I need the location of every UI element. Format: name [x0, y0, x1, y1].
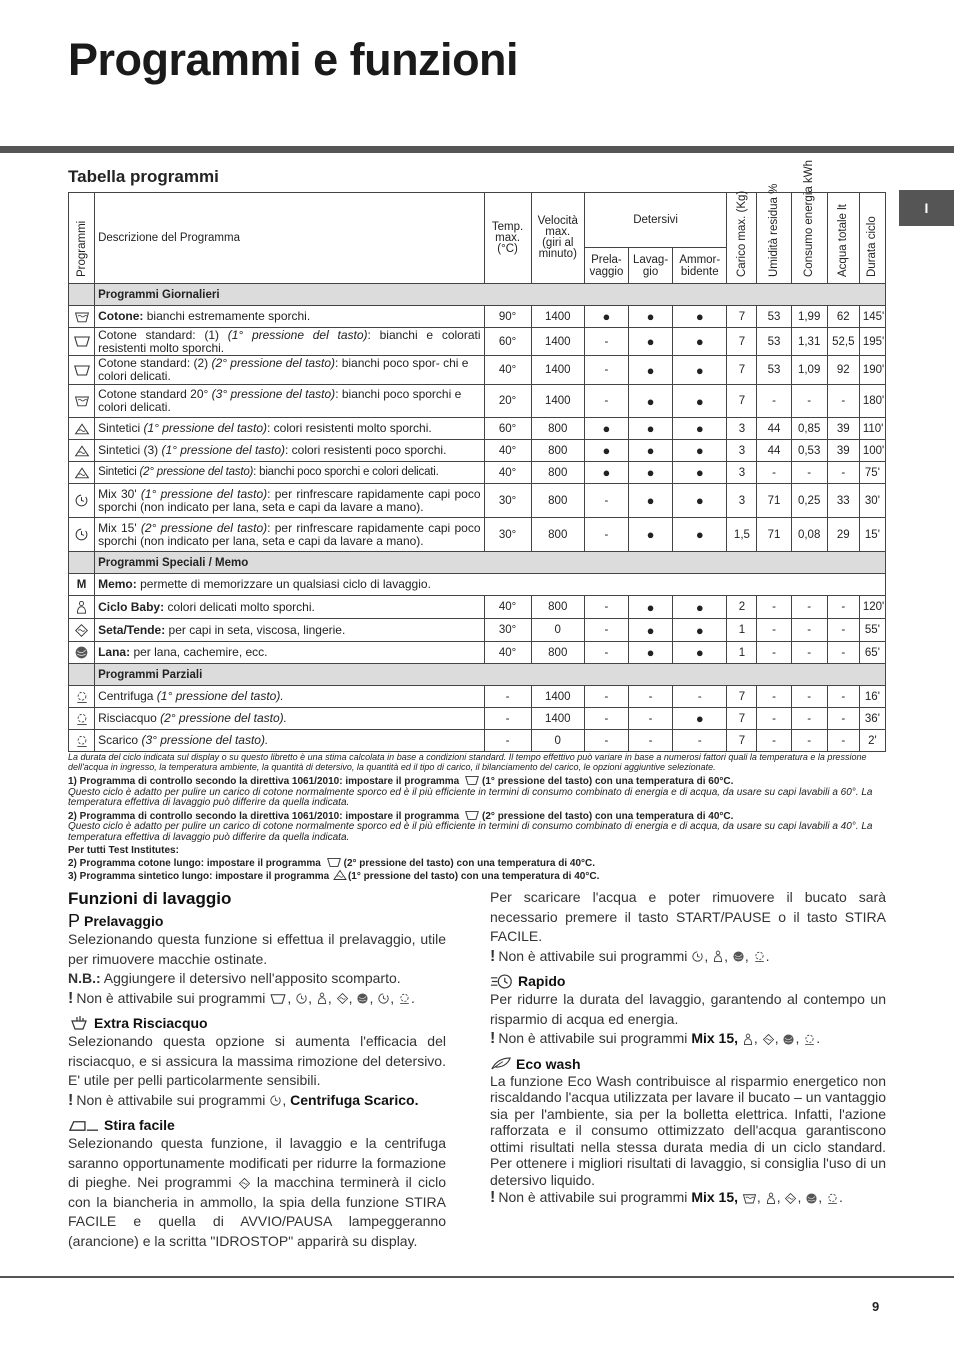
page-number: 9	[872, 1299, 880, 1314]
prelavaggio-warning: ! Non è attivabile sui programmi , , , , , , .	[68, 989, 415, 1007]
header-lavaggio: Lavag- gio	[629, 248, 673, 284]
functions-title: Funzioni di lavaggio	[68, 889, 232, 908]
warning-icon: !	[68, 1091, 74, 1109]
extra-risciacquo-heading: Extra Risciacquo	[68, 1014, 446, 1032]
tub-icon	[73, 364, 91, 377]
header-divider	[0, 146, 954, 153]
header-consumo: Consumo energia kWh	[791, 193, 827, 284]
baby-icon	[316, 992, 328, 1005]
cotton-heavy-icon	[74, 310, 90, 324]
note-1-title: 1) Programma di controllo secondo la direttiva 1061/2010: impostare il programma (1° pressione del tasto) con una temperatura di 60°C.	[68, 776, 734, 787]
group-speciali: Programmi Speciali / Memo	[95, 552, 886, 574]
scarico-text: Per scaricare l'acqua e poter rimuovere il bucato sarà necessario premere il tasto START/PAUSE o il tasto STIRA FACILE.	[490, 889, 886, 944]
warning-icon: !	[68, 989, 74, 1007]
header-programmi: Programmi	[69, 193, 95, 284]
extra-risciacquo-text: Selezionando questa opzione si aumenta l'efficacia del risciacquo, e si assicura la massima rimozione del detersivo. E' utile per pelli particolarmente sensibili.	[68, 1033, 446, 1088]
header-acqua: Acqua totale lt	[827, 193, 859, 284]
group-giornalieri: Programmi Giornalieri	[95, 284, 886, 306]
synthetic-icon	[332, 869, 348, 881]
baby-icon	[742, 1033, 754, 1046]
wool-icon	[356, 992, 369, 1005]
scarico-warning: ! Non è attivabile sui programmi , , , .	[490, 947, 770, 965]
table-row: Cotone: bianchi estremamente sporchi. 90° 1400 ● ● ● 7 53 1,99 62 145'	[69, 306, 886, 328]
wool-icon	[732, 950, 745, 963]
table-row: Cotone standard: (1) (1° pressione del tasto): bianchi e colorati resistenti molto sporchi. 60° 1400 - ● ● 7 53 1,31 52,5 195'	[69, 328, 886, 356]
table-row: Cotone standard: (2) (2° pressione del tasto): bianchi poco spor- chi e colori delicati. 40° 1400 - ● ● 7 53 1,09 92 190'	[69, 356, 886, 385]
group-parziali: Programmi Parziali	[95, 664, 886, 686]
rapido-warning: ! Non è attivabile sui programmi Mix 15, , , , .	[490, 1030, 821, 1047]
mix-icon	[691, 950, 704, 963]
table-row: Mix 15' (2° pressione del tasto): per rinfrescare rapidamente capi poco sporchi (non indicato per lana, seta e capi da lavare a mano). 30° 800 - ● ● 1,5 71 0,08 29 15'	[69, 518, 886, 552]
header-durata: Durata ciclo	[859, 193, 885, 284]
baby-icon	[712, 950, 724, 963]
wool-icon	[805, 1192, 818, 1205]
mix-icon	[295, 992, 308, 1005]
spin-icon	[803, 1033, 816, 1046]
test-note-2: 2) Programma cotone lungo: impostare il programma (2° pressione del tasto) con una temperatura di 40°C.	[68, 857, 596, 869]
spin-icon	[826, 1192, 839, 1205]
synthetic-icon	[74, 422, 90, 436]
stira-facile-text: Selezionando questa funzione, il lavaggio e la centrifuga saranno opportunamente modificati per ridurre la formazione di pieghe. Nei programmi la macchina terminerà il ciclo con la biancheria in ammollo, la spia della funzione STIRA FACILE e quella di AVVIO/PAUSA lampeggeranno (arancione) e la scritta "IDROSTOP" apparirà su display.	[68, 1135, 447, 1249]
table-row: Mix 30' (1° pressione del tasto): per rinfrescare rapidamente capi poco sporchi (non indicato per lana, seta e capi da lavare a mano). 30° 800 - ● ● 3 71 0,25 33 30'	[69, 484, 886, 518]
prelavaggio-nb: N.B.: Aggiungere il detersivo nell'apposito scomparto.	[68, 970, 401, 986]
spin-icon	[753, 950, 766, 963]
note-1-text: Questo ciclo è adatto per pulire un carico di cotone normalmente sporco ed è il più efficiente in termini di consumo combinato di energia e di acqua, da usare su capi lavabili a 60°. La temperatura effettiva di lavaggio può differire da quella indicata.	[68, 786, 873, 808]
synthetic-icon	[74, 466, 90, 480]
table-row: Sintetici (1° pressione del tasto): colori resistenti molto sporchi. 60° 800 ● ● ● 3 44 0,85 39 110'	[69, 418, 886, 440]
header-prelavaggio: Prela- vaggio	[584, 248, 628, 284]
memo-icon: M	[69, 574, 95, 596]
header-descrizione: Descrizione del Programma	[95, 193, 484, 284]
functions-left-column	[68, 888, 446, 1251]
page-title: Programmi e funzioni	[68, 34, 519, 85]
mix-icon	[74, 493, 89, 508]
table-row: Ciclo Baby: colori delicati molto sporchi. 40° 800 - ● ● 2 - - - 120'	[69, 596, 886, 619]
header-umidita: Umidità residua %	[757, 193, 791, 284]
tub-icon	[462, 810, 482, 821]
spin-icon	[75, 712, 89, 726]
stira-facile-heading: Stira facile	[68, 1116, 446, 1134]
header-detersivi: Detersivi	[584, 193, 727, 248]
header-velocita: Velocità max. (giri al minuto)	[531, 193, 584, 284]
header-temp: Temp. max. (°C)	[484, 193, 531, 284]
table-row-memo: M Memo: permette di memorizzare un qualsiasi ciclo di lavaggio.	[69, 574, 886, 596]
silk-icon	[238, 1177, 251, 1190]
silk-icon	[336, 992, 349, 1005]
spin-icon	[398, 992, 411, 1005]
test-institutes-title: Per tutti Test Institutes:	[68, 845, 179, 856]
eco-wash-icon	[490, 1056, 512, 1071]
cotton-20-icon	[74, 394, 90, 408]
footer-divider	[0, 1276, 954, 1278]
tub-icon	[324, 857, 344, 868]
tub-icon	[269, 993, 287, 1005]
extra-rinse-icon	[68, 1015, 90, 1031]
wool-icon	[74, 645, 89, 660]
silk-icon	[74, 623, 89, 638]
table-row: Risciacquo (2° pressione del tasto). - 1400 - - ● 7 - - - 36'	[69, 708, 886, 730]
table-row: Sintetici (2° pressione del tasto): bianchi poco sporchi e colori delicati. 40° 800 ● ● ● 3 - - - 75'	[69, 462, 886, 484]
synthetic-icon	[74, 444, 90, 458]
silk-icon	[762, 1033, 775, 1046]
tub-icon	[462, 775, 482, 786]
header-carico: Carico max. (Kg)	[727, 193, 757, 284]
table-row: Lana: per lana, cachemire, ecc. 40° 800 - ● ● 1 - - - 65'	[69, 642, 886, 664]
spin-icon	[75, 734, 89, 748]
note-2-text: Questo ciclo è adatto per pulire un carico di cotone normalmente sporco ed è il più efficiente in termini di consumo combinato di energia e di acqua, da usare su capi lavabili a 40°. La temperatura effettiva di lavaggio può differire da quella indicata.	[68, 821, 873, 843]
table-row: Seta/Tende: per capi in seta, viscosa, lingerie. 30° 0 - ● ● 1 - - - 55'	[69, 619, 886, 642]
eco-wash-warning: ! Non è attivabile sui programmi Mix 15, , , , , .	[490, 1189, 843, 1206]
header-ammorbidente: Ammor- bidente	[673, 248, 727, 284]
table-row: Cotone standard 20° (3° pressione del tasto): bianchi poco sporchi e colori delicati. 20° 1400 - ● ● 7 - - - 180'	[69, 385, 886, 418]
rapido-heading: Rapido	[490, 972, 886, 990]
cotton-20-icon	[742, 1192, 757, 1205]
rapido-text: Per ridurre la durata del lavaggio, garantendo al contempo un risparmio di acqua ed energia.	[490, 991, 886, 1027]
eco-wash-heading: Eco wash	[490, 1055, 886, 1073]
table-row: Scarico (3° pressione del tasto). - 0 - - - 7 - - - 2'	[69, 730, 886, 752]
baby-icon	[75, 600, 88, 615]
warning-icon: !	[490, 1189, 496, 1206]
wool-icon	[782, 1033, 795, 1046]
language-tab: I	[899, 190, 954, 226]
extra-risciacquo-warning: ! Non è attivabile sui programmi , Centrifuga Scarico.	[68, 1091, 419, 1109]
warning-icon: !	[490, 1030, 496, 1047]
silk-icon	[784, 1192, 797, 1205]
footnotes	[68, 752, 886, 883]
spin-icon	[75, 690, 89, 704]
test-note-3: 3) Programma sintetico lungo: impostare il programma (1° pressione del tasto) con una temperatura di 40°C.	[68, 871, 600, 882]
prewash-icon: P	[68, 911, 81, 931]
prelavaggio-text: Selezionando questa funzione si effettua il prelavaggio, utile per rimuovere macchie ostinate.	[68, 931, 446, 967]
mix-icon	[269, 1094, 282, 1107]
warning-icon: !	[490, 947, 496, 965]
rapid-icon	[490, 973, 514, 990]
iron-icon	[68, 1118, 100, 1133]
tub-icon	[73, 335, 91, 348]
baby-icon	[765, 1192, 777, 1205]
prelavaggio-heading: P Prelavaggio	[68, 911, 164, 931]
table-row: Sintetici (3) (1° pressione del tasto): colori resistenti poco sporchi. 40° 800 ● ● ● 3 44 0,53 39 100'	[69, 440, 886, 462]
functions-right-column	[490, 888, 886, 1208]
section-title: Tabella programmi	[68, 167, 219, 186]
mix-icon	[74, 527, 89, 542]
note-2-title: 2) Programma di controllo secondo la direttiva 1061/2010: impostare il programma (2° pressione del tasto) con una temperatura di 40°C.	[68, 810, 734, 822]
spin-cycle-icon	[377, 992, 390, 1005]
table-row: Centrifuga (1° pressione del tasto). - 1400 - - - 7 - - - 16'	[69, 686, 886, 708]
disclaimer: La durata del ciclo indicata sul display o su questo libretto è una stima calcolata in base a condizioni standard. Il tempo effettivo può variare in base a numerosi fattori quali la temperatura e la pressione dell'acqua in ingresso, la temperatura ambiente, la quantità di detersivo, la quantità ed il tipo di carico, il bilanciamento del carico, le opzioni aggiuntive selezionate.	[68, 752, 867, 772]
eco-wash-text: La funzione Eco Wash contribuisce al risparmio energetico non riscaldando l'acqua utilizzata per lavare il bucato – un vantaggio sia per l'ambiente, sia per la bolletta elettrica. Infatti, l'azione rafforzata e il consumo ottimizzato dell'acqua garantiscono ottimi risultati nella stessa durata media di un ciclo standard. Per ottenere i migliori risultati di lavaggio, si consiglia l'uso di un detersivo liquido.	[490, 1072, 886, 1188]
